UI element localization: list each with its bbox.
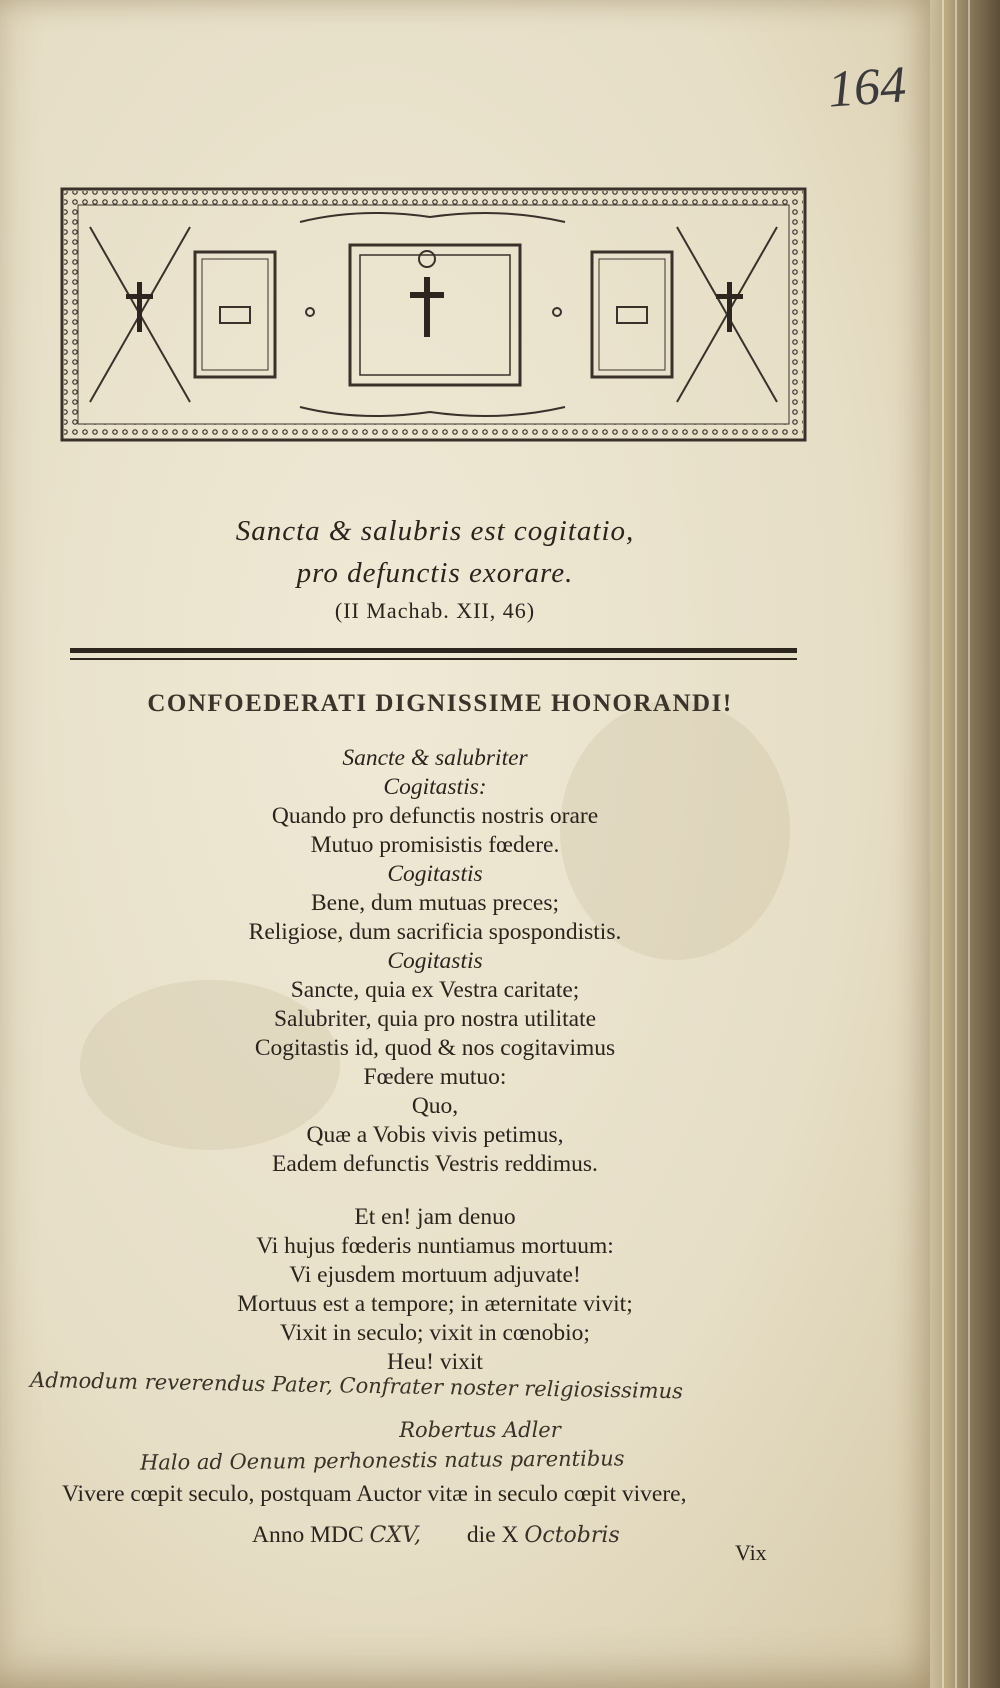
body-line: Vi hujus fœderis nuntiamus mortuum: (256, 1233, 614, 1259)
epigraph-reference: (II Machab. XII, 46) (334, 598, 536, 623)
body-line: Cogitastis id, quod & nos cogitavimus (254, 1035, 616, 1061)
epigraph-line-1: Sancta & salubris est cogitatio, (235, 515, 635, 547)
body-line: Mutuo promisistis fœdere. (310, 832, 560, 858)
letter-body (0, 744, 870, 1377)
body-line: Eadem defunctis Vestris reddimus. (272, 1151, 598, 1177)
divider-thick (70, 648, 797, 653)
anno-prefix: Anno MDC (252, 1522, 364, 1548)
ornamental-headpiece (60, 187, 807, 442)
anno-line (252, 1522, 620, 1549)
page-edge-line (955, 0, 957, 1688)
body-line: Fœdere mutuo: (363, 1064, 507, 1090)
page-edge-stack (930, 0, 1000, 1688)
body-line: Vixit in seculo; vixit in cœnobio; (280, 1320, 590, 1346)
handwritten-year: CXV, (369, 1523, 422, 1548)
folio-number: 164 (826, 56, 908, 119)
handwritten-line-1: Admodum reverendus Pater, Confrater noster religiosissimus (29, 1367, 684, 1404)
stanza-gap (0, 1179, 870, 1203)
body-line: Vi ejusdem mortuum adjuvate! (289, 1262, 581, 1288)
body-line: Cogitastis (387, 948, 483, 974)
body-line: Quæ a Vobis vivis petimus, (306, 1122, 564, 1148)
page-edge-line (968, 0, 970, 1688)
body-line: Sancte & salubriter (342, 745, 528, 771)
anno-die: die X (466, 1522, 519, 1548)
handwritten-name: Robertus Adler (399, 1418, 561, 1442)
body-line: Et en! jam denuo (354, 1204, 516, 1230)
epigraph-line-2: pro defunctis exorare. (296, 557, 574, 589)
handwritten-line-3: Halo ad Oenum perhonestis natus parentibus (139, 1446, 625, 1475)
body-line: Quando pro defunctis nostris orare (271, 803, 599, 829)
address-heading: CONFOEDERATI DIGNISSIME HONORANDI! (147, 690, 733, 717)
handwritten-month: Octobris (524, 1523, 620, 1548)
body-line: Sancte, quia ex Vestra caritate; (290, 977, 580, 1003)
page-edge-line (942, 0, 944, 1688)
body-line: Bene, dum mutuas preces; (311, 890, 559, 916)
body-line: Cogitastis: (383, 774, 487, 800)
body-line: Mortuus est a tempore; in æternitate vivit; (237, 1291, 633, 1317)
body-line: Quo, (411, 1093, 459, 1119)
body-line: Heu! vixit (387, 1349, 483, 1375)
body-line: Cogitastis (387, 861, 483, 887)
body-line: Salubriter, quia pro nostra utilitate (273, 1006, 597, 1032)
epigraph (0, 510, 870, 628)
body-line: Religiose, dum sacrificia spospondistis. (248, 919, 622, 945)
divider-thin (70, 658, 797, 660)
vivere-line: Vivere cœpit seculo, postquam Auctor vitæ in seculo cœpit vivere, (62, 1481, 687, 1507)
catchword: Vix (735, 1540, 767, 1565)
